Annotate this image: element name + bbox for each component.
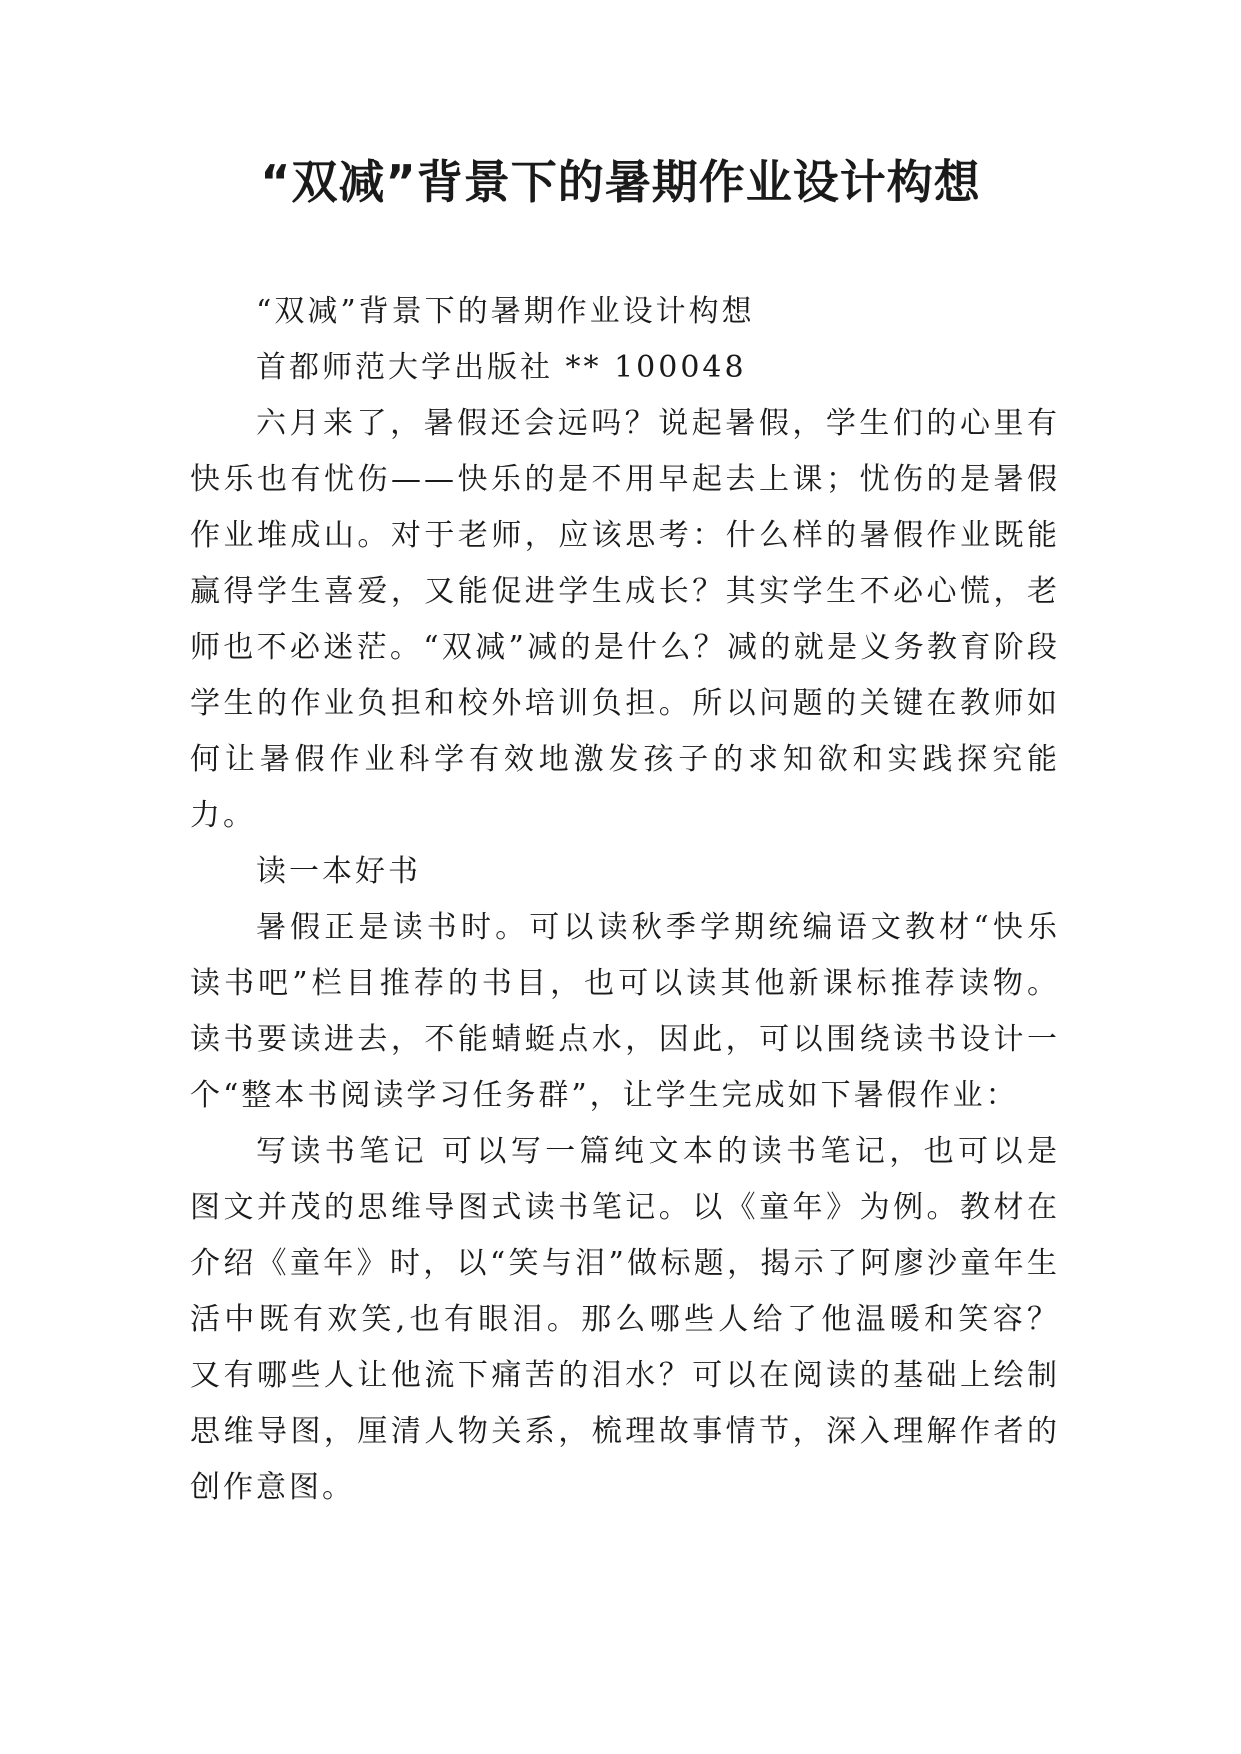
document-body	[190, 284, 1060, 1516]
intro-paragraph: 六月来了，暑假还会远吗？说起暑假，学生们的心里有快乐也有忧伤——快乐的是不用早起去上课；忧伤的是暑假作业堆成山。对于老师，应该思考：什么样的暑假作业既能赢得学生喜爱，又能促进学生成长？其实学生不必心慌，老师也不必迷茫。“双减”减的是什么？减的就是义务教育阶段学生的作业负担和校外培训负担。所以问题的关键在教师如何让暑假作业科学有效地激发孩子的求知欲和实践探究能力。	[190, 406, 1060, 833]
subtitle-paragraph: “双减”背景下的暑期作业设计构想	[256, 294, 755, 329]
section-heading: 读一本好书	[256, 854, 421, 889]
reading-paragraph: 暑假正是读书时。可以读秋季学期统编语文教材“快乐读书吧”栏目推荐的书目，也可以读其他新课标推荐读物。读书要读进去，不能蜻蜓点水，因此，可以围绕读书设计一个“整本书阅读学习任务群”，让学生完成如下暑假作业：	[190, 910, 1060, 1113]
document-title: “双减”背景下的暑期作业设计构想	[260, 155, 981, 209]
publisher-line: 首都师范大学出版社 ** 100048	[256, 350, 747, 385]
notes-paragraph: 写读书笔记 可以写一篇纯文本的读书笔记，也可以是图文并茂的思维导图式读书笔记。以《童年》为例。教材在介绍《童年》时，以“笑与泪”做标题，揭示了阿廖沙童年生活中既有欢笑,也有眼泪。那么哪些人给了他温暖和笑容？又有哪些人让他流下痛苦的泪水？可以在阅读的基础上绘制思维导图，厘清人物关系，梳理故事情节，深入理解作者的创作意图。	[190, 1134, 1060, 1505]
